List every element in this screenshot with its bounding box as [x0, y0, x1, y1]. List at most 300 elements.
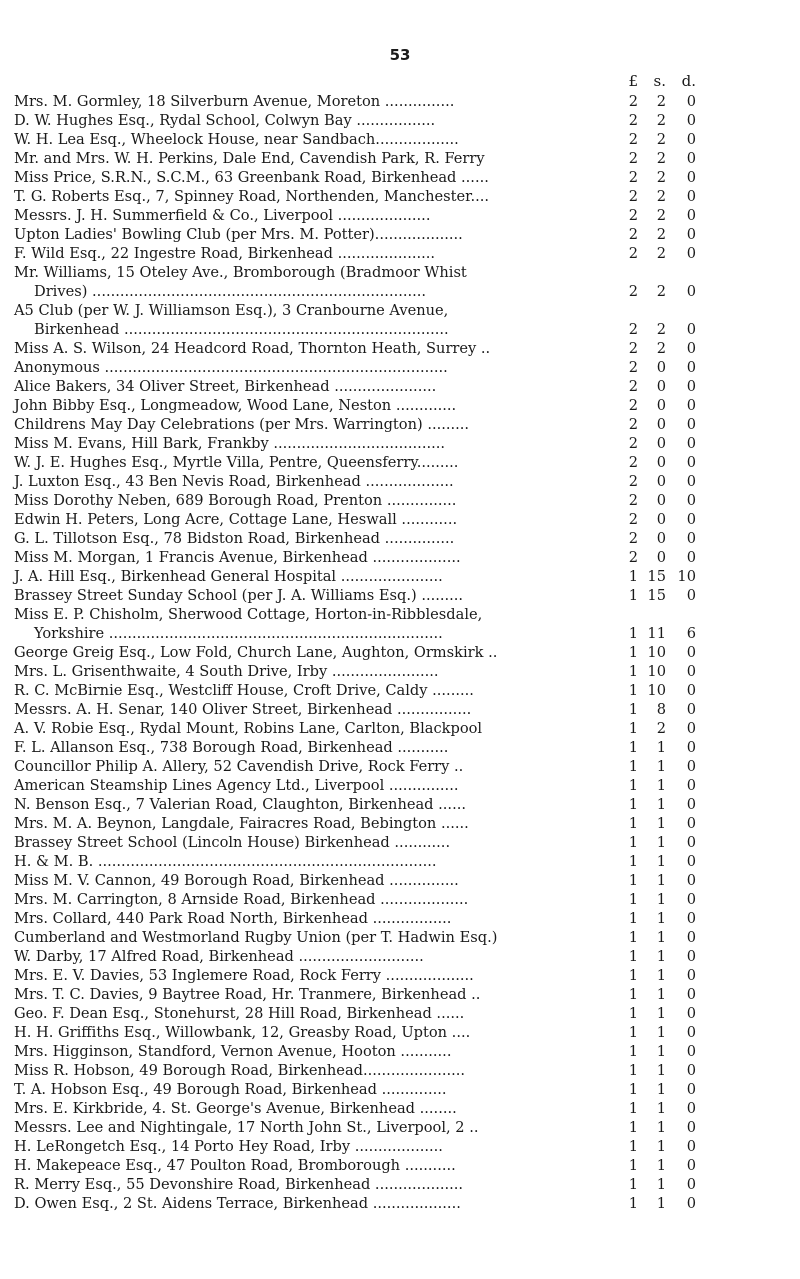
donor-line: D. Owen Esq., 2 St. Aidens Terrace, Birkenhead ................... — [14, 1195, 461, 1212]
pounds-amount: 1 — [628, 568, 638, 585]
donor-line: Miss M. Evans, Hill Bark, Frankby ..................................... — [14, 435, 446, 452]
donor-name — [14, 605, 616, 643]
shillings-amount: 2 — [656, 112, 666, 129]
shillings-amount: 1 — [656, 1081, 666, 1098]
donor-name — [14, 415, 616, 434]
donor-line: A. V. Robie Esq., Rydal Mount, Robins Lane, Carlton, Blackpool — [14, 720, 483, 737]
donor-line: John Bibby Esq., Longmeadow, Wood Lane, Neston ............. — [14, 397, 457, 414]
list-item — [14, 833, 800, 852]
list-item — [14, 700, 800, 719]
list-item — [14, 738, 800, 757]
donor-line: American Steamship Lines Agency Ltd., Liverpool ............... — [14, 777, 459, 794]
shillings-amount: 0 — [656, 359, 666, 376]
donor-name — [14, 757, 616, 776]
shillings-amount: 1 — [656, 1176, 666, 1193]
donor-line: Upton Ladies' Bowling Club (per Mrs. M. Potter)................... — [14, 226, 463, 243]
shillings-amount: 1 — [656, 967, 666, 984]
donor-line-continued: Drives) ........................................................................ — [34, 283, 427, 300]
donor-name — [14, 928, 616, 947]
pence-amount: 10 — [677, 568, 696, 585]
pence-amount: 0 — [686, 340, 696, 357]
pence-amount: 0 — [686, 1119, 696, 1136]
pence-amount: 0 — [686, 853, 696, 870]
donor-line: Messrs. J. H. Summerfield & Co., Liverpool .................... — [14, 207, 431, 224]
donor-name — [14, 700, 616, 719]
donor-line: Edwin H. Peters, Long Acre, Cottage Lane, Heswall ............ — [14, 511, 458, 528]
donor-name — [14, 852, 616, 871]
donor-line: Alice Bakers, 34 Oliver Street, Birkenhead ...................... — [14, 378, 437, 395]
pence-amount: 0 — [686, 226, 696, 243]
list-item — [14, 149, 800, 168]
donor-line: Mrs. Collard, 440 Park Road North, Birkenhead ................. — [14, 910, 452, 927]
donor-name — [14, 225, 616, 244]
shillings-amount: 10 — [647, 644, 666, 661]
shillings-amount: 1 — [656, 1024, 666, 1041]
pounds-amount: 2 — [628, 131, 638, 148]
page-number: 53 — [389, 46, 411, 64]
pence-amount: 0 — [686, 245, 696, 262]
donor-name — [14, 1175, 616, 1194]
donor-name — [14, 795, 616, 814]
list-item — [14, 377, 800, 396]
currency-header — [616, 72, 696, 90]
shillings-amount: 15 — [647, 587, 666, 604]
donor-line: Messrs. Lee and Nightingale, 17 North John St., Liverpool, 2 .. — [14, 1119, 479, 1136]
pounds-amount: 2 — [628, 492, 638, 509]
donor-line: H. & M. B. ......................................................................... — [14, 853, 437, 870]
pounds-amount: 1 — [628, 720, 638, 737]
donor-name — [14, 909, 616, 928]
donor-name — [14, 301, 616, 339]
shillings-amount: 1 — [656, 758, 666, 775]
donor-name — [14, 339, 616, 358]
shillings-amount: 1 — [656, 986, 666, 1003]
pounds-amount: 1 — [628, 796, 638, 813]
list-item — [14, 187, 800, 206]
list-item — [14, 966, 800, 985]
pence-amount: 0 — [686, 1195, 696, 1212]
list-item — [14, 453, 800, 472]
pounds-amount: 2 — [628, 359, 638, 376]
shillings-amount: 0 — [656, 378, 666, 395]
pence-amount: 0 — [686, 283, 696, 300]
pence-amount: 0 — [686, 910, 696, 927]
shillings-amount: 0 — [656, 473, 666, 490]
shillings-amount: 2 — [656, 720, 666, 737]
donor-line: R. C. McBirnie Esq., Westcliff House, Croft Drive, Caldy ......... — [14, 682, 474, 699]
shillings-amount: 2 — [656, 188, 666, 205]
pence-amount: 0 — [686, 1062, 696, 1079]
donor-line: Mrs. Higginson, Standford, Vernon Avenue, Hooton ........... — [14, 1043, 452, 1060]
donor-line: F. Wild Esq., 22 Ingestre Road, Birkenhead ..................... — [14, 245, 436, 262]
donor-name — [14, 206, 616, 225]
pence-amount: 0 — [686, 663, 696, 680]
pence-amount: 0 — [686, 169, 696, 186]
pounds-amount: 2 — [628, 245, 638, 262]
pounds-amount: 1 — [628, 587, 638, 604]
shillings-amount: 0 — [656, 492, 666, 509]
pounds-amount: 1 — [628, 1100, 638, 1117]
donor-line: G. L. Tillotson Esq., 78 Bidston Road, Birkenhead ............... — [14, 530, 455, 547]
pence-amount: 0 — [686, 986, 696, 1003]
pence-amount: 0 — [686, 720, 696, 737]
pence-amount: 0 — [686, 549, 696, 566]
pence-amount: 0 — [686, 511, 696, 528]
pounds-header: £ — [628, 72, 638, 90]
donor-line: Messrs. A. H. Senar, 140 Oliver Street, Birkenhead ................ — [14, 701, 472, 718]
pounds-amount: 1 — [628, 815, 638, 832]
shillings-amount: 2 — [656, 93, 666, 110]
pounds-amount: 1 — [628, 1062, 638, 1079]
pounds-amount: 2 — [628, 169, 638, 186]
pence-amount: 0 — [686, 701, 696, 718]
donor-name — [14, 662, 616, 681]
donor-line: W. J. E. Hughes Esq., Myrtle Villa, Pentre, Queensferry......... — [14, 454, 459, 471]
pence-amount: 0 — [686, 112, 696, 129]
list-item — [14, 1194, 800, 1213]
list-item — [14, 301, 800, 339]
pounds-amount: 2 — [628, 188, 638, 205]
donor-line: T. A. Hobson Esq., 49 Borough Road, Birkenhead .............. — [14, 1081, 447, 1098]
donor-name — [14, 377, 616, 396]
pounds-amount: 1 — [628, 1043, 638, 1060]
pounds-amount: 1 — [628, 739, 638, 756]
pounds-amount: 1 — [628, 986, 638, 1003]
shillings-amount: 0 — [656, 549, 666, 566]
list-item — [14, 662, 800, 681]
shillings-amount: 2 — [656, 207, 666, 224]
shillings-amount: 0 — [656, 435, 666, 452]
pence-amount: 0 — [686, 1138, 696, 1155]
donor-name — [14, 548, 616, 567]
pounds-amount: 1 — [628, 910, 638, 927]
pounds-amount: 1 — [628, 853, 638, 870]
pence-amount: 0 — [686, 1081, 696, 1098]
pence-amount: 0 — [686, 587, 696, 604]
list-item — [14, 1156, 800, 1175]
donor-line: Mrs. M. A. Beynon, Langdale, Fairacres Road, Bebington ...... — [14, 815, 469, 832]
donor-line: Miss E. P. Chisholm, Sherwood Cottage, Horton-in-Ribblesdale, — [14, 606, 483, 623]
donor-name — [14, 1099, 616, 1118]
list-item — [14, 928, 800, 947]
list-item — [14, 1042, 800, 1061]
shillings-amount: 1 — [656, 1043, 666, 1060]
donor-name — [14, 1118, 616, 1137]
list-item — [14, 92, 800, 111]
list-item — [14, 358, 800, 377]
donor-line: Mrs. E. Kirkbride, 4. St. George's Avenue, Birkenhead ........ — [14, 1100, 457, 1117]
donor-line: Mrs. E. V. Davies, 53 Inglemere Road, Rock Ferry ................... — [14, 967, 474, 984]
donor-name — [14, 776, 616, 795]
pence-amount: 0 — [686, 1100, 696, 1117]
shillings-amount: 1 — [656, 891, 666, 908]
donor-line: D. W. Hughes Esq., Rydal School, Colwyn Bay ................. — [14, 112, 436, 129]
pounds-amount: 1 — [628, 872, 638, 889]
shillings-amount: 1 — [656, 1138, 666, 1155]
list-item — [14, 434, 800, 453]
pence-amount: 0 — [686, 644, 696, 661]
list-item — [14, 643, 800, 662]
shillings-amount: 2 — [656, 283, 666, 300]
pounds-amount: 2 — [628, 112, 638, 129]
donor-name — [14, 472, 616, 491]
list-item — [14, 909, 800, 928]
shillings-amount: 2 — [656, 150, 666, 167]
donor-name — [14, 1156, 616, 1175]
pence-amount: 0 — [686, 93, 696, 110]
donor-name — [14, 149, 616, 168]
shillings-amount: 1 — [656, 1100, 666, 1117]
donor-name — [14, 1023, 616, 1042]
donor-line: T. G. Roberts Esq., 7, Spinney Road, Northenden, Manchester.... — [14, 188, 490, 205]
donor-name — [14, 396, 616, 415]
list-item — [14, 985, 800, 1004]
donor-name — [14, 263, 616, 301]
list-item — [14, 225, 800, 244]
pounds-amount: 2 — [628, 226, 638, 243]
list-item — [14, 814, 800, 833]
pence-amount: 0 — [686, 378, 696, 395]
pounds-amount: 2 — [628, 454, 638, 471]
shillings-amount: 2 — [656, 321, 666, 338]
donor-line: Miss Dorothy Neben, 689 Borough Road, Prenton ............... — [14, 492, 457, 509]
shillings-amount: 2 — [656, 131, 666, 148]
donor-name — [14, 453, 616, 472]
donor-name — [14, 358, 616, 377]
shillings-amount: 1 — [656, 948, 666, 965]
donor-line: Brassey Street School (Lincoln House) Birkenhead ............ — [14, 834, 451, 851]
donor-name — [14, 814, 616, 833]
pounds-amount: 2 — [628, 321, 638, 338]
pence-header: d. — [681, 72, 696, 90]
pounds-amount: 2 — [628, 473, 638, 490]
shillings-amount: 1 — [656, 834, 666, 851]
list-item — [14, 396, 800, 415]
shillings-amount: 1 — [656, 777, 666, 794]
pence-amount: 0 — [686, 1043, 696, 1060]
donor-line: Mrs. T. C. Davies, 9 Baytree Road, Hr. Tranmere, Birkenhead .. — [14, 986, 481, 1003]
pence-amount: 0 — [686, 435, 696, 452]
donor-line: N. Benson Esq., 7 Valerian Road, Claughton, Birkenhead ...... — [14, 796, 466, 813]
donor-name — [14, 985, 616, 1004]
shillings-amount: 10 — [647, 663, 666, 680]
pounds-amount: 1 — [628, 777, 638, 794]
donor-line: Mr. Williams, 15 Oteley Ave., Bromborough (Bradmoor Whist — [14, 264, 467, 281]
pounds-amount: 1 — [628, 663, 638, 680]
donor-line: Mrs. M. Gormley, 18 Silverburn Avenue, Moreton ............... — [14, 93, 455, 110]
pounds-amount: 1 — [628, 1157, 638, 1174]
pence-amount: 0 — [686, 492, 696, 509]
donor-name — [14, 1061, 616, 1080]
donor-name — [14, 681, 616, 700]
donor-line: A5 Club (per W. J. Williamson Esq.), 3 Cranbourne Avenue, — [14, 302, 449, 319]
list-item — [14, 1023, 800, 1042]
list-item — [14, 111, 800, 130]
pence-amount: 0 — [686, 777, 696, 794]
shillings-amount: 1 — [656, 1195, 666, 1212]
donor-line: Miss M. V. Cannon, 49 Borough Road, Birkenhead ............... — [14, 872, 459, 889]
pounds-amount: 1 — [628, 891, 638, 908]
pence-amount: 0 — [686, 131, 696, 148]
donor-line: Miss A. S. Wilson, 24 Headcord Road, Thornton Heath, Surrey .. — [14, 340, 491, 357]
shillings-amount: 2 — [656, 340, 666, 357]
donor-line: Anonymous .......................................................................... — [14, 359, 448, 376]
pence-amount: 0 — [686, 682, 696, 699]
donor-name — [14, 510, 616, 529]
list-item — [14, 567, 800, 586]
shillings-amount: 1 — [656, 1119, 666, 1136]
donor-name — [14, 871, 616, 890]
pounds-amount: 2 — [628, 150, 638, 167]
donor-line: Mrs. M. Carrington, 8 Arnside Road, Birkenhead ................... — [14, 891, 469, 908]
donor-line: J. A. Hill Esq., Birkenhead General Hospital ...................... — [14, 568, 443, 585]
list-item — [14, 548, 800, 567]
list-item — [14, 586, 800, 605]
donor-name — [14, 1042, 616, 1061]
pence-amount: 0 — [686, 188, 696, 205]
donor-name — [14, 1004, 616, 1023]
pounds-amount: 1 — [628, 682, 638, 699]
list-item — [14, 339, 800, 358]
donor-line: Miss R. Hobson, 49 Borough Road, Birkenhead...................... — [14, 1062, 466, 1079]
pence-amount: 0 — [686, 1157, 696, 1174]
pence-amount: 0 — [686, 815, 696, 832]
pence-amount: 0 — [686, 150, 696, 167]
pounds-amount: 2 — [628, 378, 638, 395]
donor-line: Cumberland and Westmorland Rugby Union (per T. Hadwin Esq.) — [14, 929, 498, 946]
donor-line: George Greig Esq., Low Fold, Church Lane, Aughton, Ormskirk .. — [14, 644, 498, 661]
list-item — [14, 206, 800, 225]
pounds-amount: 1 — [628, 1081, 638, 1098]
pence-amount: 0 — [686, 967, 696, 984]
list-item — [14, 1137, 800, 1156]
pence-amount: 0 — [686, 473, 696, 490]
donor-line: Brassey Street Sunday School (per J. A. Williams Esq.) ......... — [14, 587, 464, 604]
donor-name — [14, 643, 616, 662]
donor-name — [14, 111, 616, 130]
shillings-amount: 1 — [656, 853, 666, 870]
shillings-amount: 1 — [656, 872, 666, 889]
pounds-amount: 2 — [628, 397, 638, 414]
shillings-amount: 0 — [656, 416, 666, 433]
donor-line: Councillor Philip A. Allery, 52 Cavendish Drive, Rock Ferry .. — [14, 758, 464, 775]
donor-line: F. L. Allanson Esq., 738 Borough Road, Birkenhead ........... — [14, 739, 449, 756]
donor-name — [14, 586, 616, 605]
donor-name — [14, 738, 616, 757]
donor-name — [14, 947, 616, 966]
donor-line: Mrs. L. Grisenthwaite, 4 South Drive, Irby ....................... — [14, 663, 439, 680]
pounds-amount: 1 — [628, 758, 638, 775]
donor-line: W. Darby, 17 Alfred Road, Birkenhead ........................... — [14, 948, 424, 965]
pounds-amount: 1 — [628, 967, 638, 984]
shillings-amount: 1 — [656, 929, 666, 946]
pence-amount: 0 — [686, 530, 696, 547]
pounds-amount: 2 — [628, 530, 638, 547]
pence-amount: 0 — [686, 207, 696, 224]
donor-line: Mr. and Mrs. W. H. Perkins, Dale End, Cavendish Park, R. Ferry — [14, 150, 485, 167]
shillings-amount: 1 — [656, 815, 666, 832]
donor-name — [14, 491, 616, 510]
donor-line-continued: Birkenhead ...................................................................... — [34, 321, 449, 338]
pounds-amount: 1 — [628, 948, 638, 965]
donor-name — [14, 833, 616, 852]
shillings-amount: 8 — [656, 701, 666, 718]
pence-amount: 6 — [686, 625, 696, 642]
shillings-amount: 11 — [647, 625, 666, 642]
donor-line: R. Merry Esq., 55 Devonshire Road, Birkenhead ................... — [14, 1176, 464, 1193]
pence-amount: 0 — [686, 929, 696, 946]
donor-name — [14, 966, 616, 985]
pence-amount: 0 — [686, 872, 696, 889]
pence-amount: 0 — [686, 416, 696, 433]
shillings-amount: 0 — [656, 511, 666, 528]
pence-amount: 0 — [686, 1024, 696, 1041]
pounds-amount: 2 — [628, 549, 638, 566]
pence-amount: 0 — [686, 359, 696, 376]
shillings-amount: 2 — [656, 245, 666, 262]
donor-line: Childrens May Day Celebrations (per Mrs. Warrington) ......... — [14, 416, 470, 433]
donor-name — [14, 1137, 616, 1156]
pence-amount: 0 — [686, 891, 696, 908]
pence-amount: 0 — [686, 1005, 696, 1022]
shillings-amount: 1 — [656, 739, 666, 756]
list-item — [14, 263, 800, 301]
list-item — [14, 491, 800, 510]
pounds-amount: 1 — [628, 1024, 638, 1041]
pence-amount: 0 — [686, 397, 696, 414]
donor-name — [14, 719, 616, 738]
pounds-amount: 1 — [628, 1138, 638, 1155]
list-item — [14, 529, 800, 548]
list-item — [14, 1099, 800, 1118]
list-item — [14, 719, 800, 738]
list-item — [14, 681, 800, 700]
pounds-amount: 1 — [628, 1119, 638, 1136]
donor-line: W. H. Lea Esq., Wheelock House, near Sandbach.................. — [14, 131, 459, 148]
donor-name — [14, 890, 616, 909]
shillings-amount: 10 — [647, 682, 666, 699]
shillings-header: s. — [653, 72, 666, 90]
list-item — [14, 890, 800, 909]
list-item — [14, 244, 800, 263]
donor-name — [14, 529, 616, 548]
pounds-amount: 2 — [628, 283, 638, 300]
list-item — [14, 1175, 800, 1194]
donor-line: J. Luxton Esq., 43 Ben Nevis Road, Birkenhead ................... — [14, 473, 454, 490]
pounds-amount: 2 — [628, 511, 638, 528]
list-item — [14, 168, 800, 187]
donor-name — [14, 187, 616, 206]
pounds-amount: 1 — [628, 1176, 638, 1193]
donor-line: H. H. Griffiths Esq., Willowbank, 12, Greasby Road, Upton .... — [14, 1024, 471, 1041]
pence-amount: 0 — [686, 796, 696, 813]
donor-name — [14, 130, 616, 149]
shillings-amount: 1 — [656, 910, 666, 927]
donor-name — [14, 567, 616, 586]
donor-name — [14, 168, 616, 187]
pounds-amount: 1 — [628, 929, 638, 946]
donor-name — [14, 1194, 616, 1213]
pence-amount: 0 — [686, 948, 696, 965]
pounds-amount: 2 — [628, 416, 638, 433]
pence-amount: 0 — [686, 758, 696, 775]
list-item — [14, 947, 800, 966]
donor-line: Miss M. Morgan, 1 Francis Avenue, Birkenhead ................... — [14, 549, 461, 566]
list-item — [14, 130, 800, 149]
pounds-amount: 1 — [628, 1195, 638, 1212]
donor-name — [14, 92, 616, 111]
pounds-amount: 1 — [628, 834, 638, 851]
